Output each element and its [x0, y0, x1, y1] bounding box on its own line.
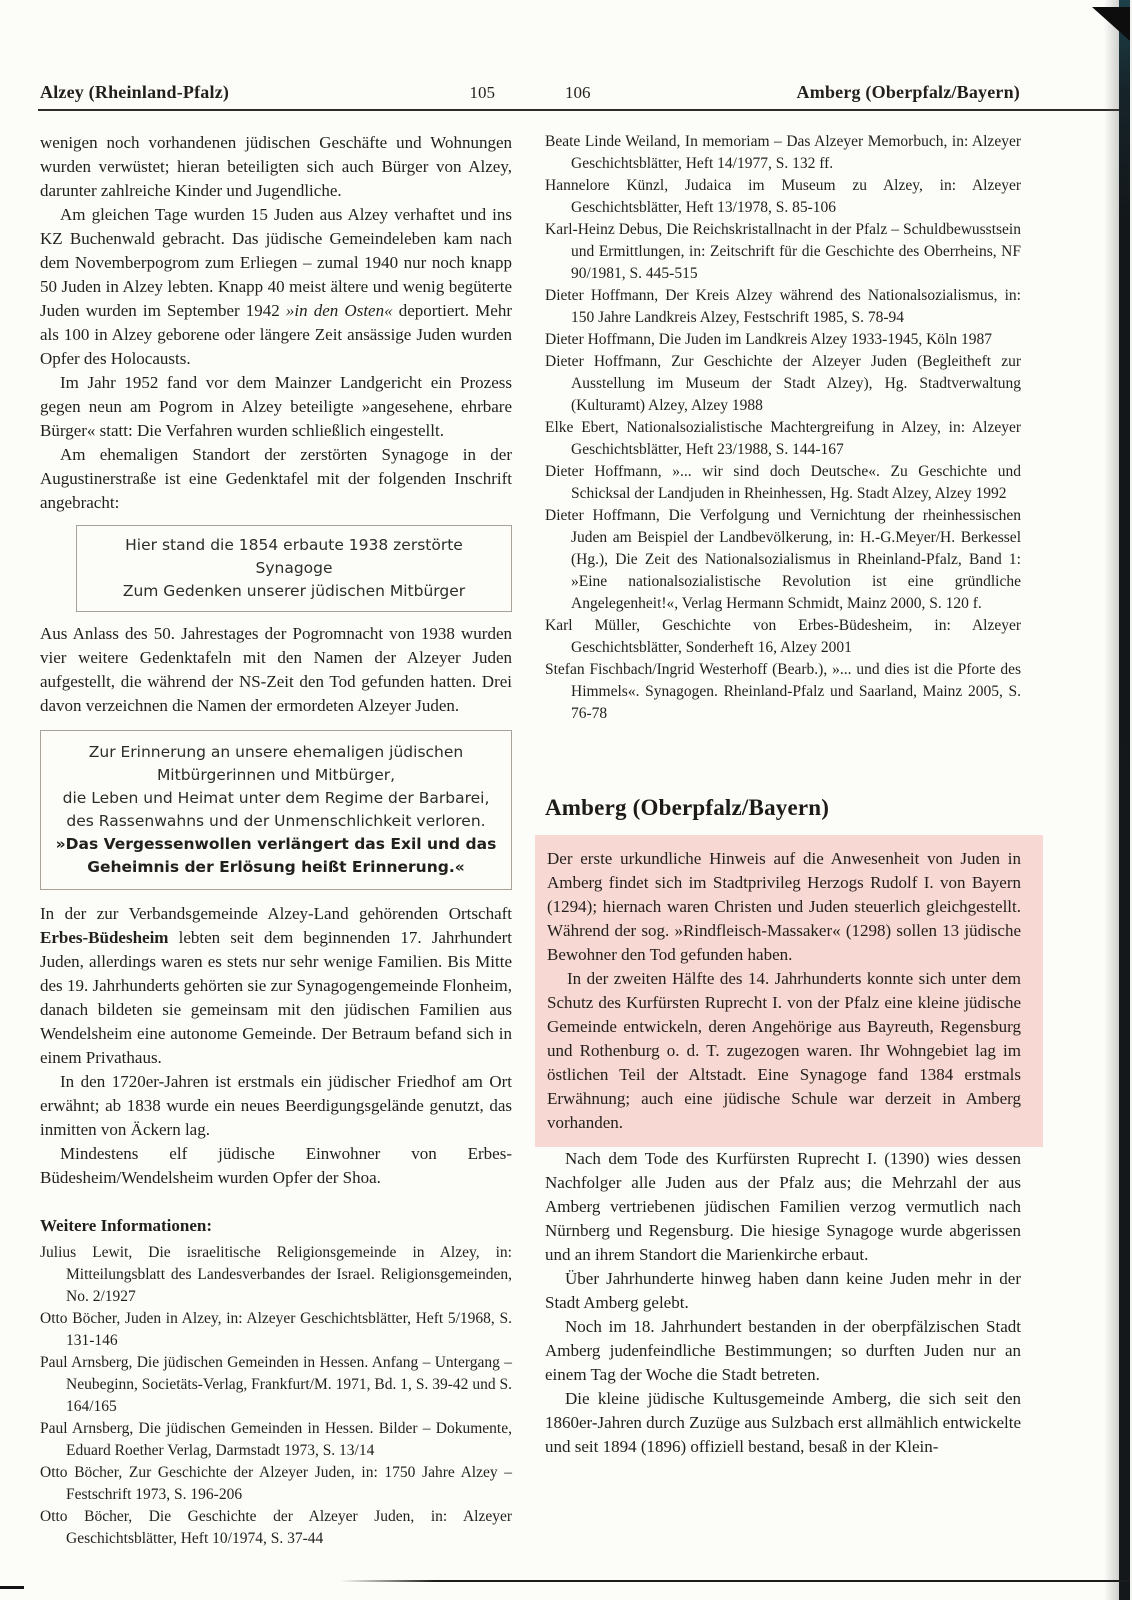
memorial-plaque-inscription-2 [40, 730, 512, 890]
left-column [40, 131, 512, 1550]
plaque-line: »Das Vergessenwollen verlängert das Exil und das Geheimnis der Erlösung heißt Erinnerung.« [55, 835, 497, 876]
reference-item: Julius Lewit, Die israelitische Religionsgemeinde in Alzey, in: Mitteilungsblatt des Landesverbandes der Israel. Religionsgemeinden, No. 2/1927 [40, 1244, 512, 1305]
plaque-line: die Leben und Heimat unter dem Regime der Barbarei, [62, 789, 490, 807]
alzey-body-text-2 [40, 622, 512, 718]
references-list-left [40, 1242, 512, 1550]
running-header-left [40, 82, 495, 103]
reference-item: Dieter Hoffmann, Die Juden im Landkreis Alzey 1933-1945, Köln 1987 [545, 331, 992, 348]
text-run: In der zur Verbandsgemeinde Alzey-Land gehörenden Ortschaft [40, 904, 512, 923]
amberg-body-text [545, 1147, 1021, 1459]
text-run: wenigen noch vorhandenen jüdischen Geschäfte und Wohnungen wurden verwüstet; hieran beteiligten sich auch Bürger von Alzey, darunter zahlreiche Kinder und Jugendliche. [40, 133, 512, 200]
text-run: Nach dem Tode des Kurfürsten Ruprecht I. (1390) wies dessen Nachfolger alle Juden aus der Pfalz aus; die Mehrzahl der aus Amberg vertriebenen jüdischen Familien verzog vermutlich nach Nürnberg und Regensburg. Die hiesige Synagoge wurde abgerissen und an ihrem Standort die Marienkirche erbaut. [545, 1149, 1021, 1264]
erbes-buedesheim-body-text [40, 902, 512, 1190]
page-number-105: 105 [469, 83, 495, 102]
plaque-line: Zum Gedenken unserer jüdischen Mitbürger [122, 582, 466, 600]
text-run: Aus Anlass des 50. Jahrestages der Pogromnacht von 1938 wurden vier weitere Gedenktafeln mit den Namen der Alzeyer Juden aufgestellt, die während der NS-Zeit den Tod gefunden hatten. Drei davon verzeichnen die Namen der ermordeten Alzeyer Juden. [40, 624, 512, 715]
header-rule [38, 109, 1124, 111]
references-list-right [545, 131, 1021, 725]
right-column [545, 131, 1021, 1459]
reference-item: Dieter Hoffmann, Der Kreis Alzey während des Nationalsozialismus, in: 150 Jahre Landkreis Alzey, Festschrift 1985, S. 78-94 [545, 287, 1021, 326]
text-run: Am gleichen Tage wurden 15 Juden aus Alzey verhaftet und ins KZ Buchenwald gebracht. Das jüdische Gemeindeleben kam nach dem Novemberpogrom zum Erliegen – zumal 1940 nur noch knapp 50 Juden in Alzey lebten. Knapp 40 meist ältere und wenig begüterte Juden wurden im September 1942 [40, 205, 512, 320]
reference-item: Paul Arnsberg, Die jüdischen Gemeinden in Hessen. Anfang – Untergang – Neubeginn, Societäts-Verlag, Frankfurt/M. 1971, Bd. 1, S. 39-42 und S. 164/165 [40, 1354, 512, 1415]
text-run: »in den Osten« [285, 301, 393, 320]
highlighted-passage [535, 835, 1043, 1147]
reference-item: Paul Arnsberg, Die jüdischen Gemeinden in Hessen. Bilder – Dokumente, Eduard Roether Verlag, Darmstadt 1973, S. 13/14 [40, 1420, 512, 1459]
paragraph [545, 1387, 1021, 1459]
scan-bottom-shadow-stub [0, 1586, 24, 1589]
paragraph [545, 1147, 1021, 1267]
text-run: Erbes-Büdesheim [40, 928, 169, 947]
section-heading-amberg: Amberg (Oberpfalz/Bayern) [545, 795, 830, 820]
text-run: Über Jahrhunderte hinweg haben dann keine Juden mehr in der Stadt Amberg gelebt. [545, 1269, 1021, 1312]
paragraph [547, 967, 1021, 1135]
plaque-line: Hier stand die 1854 erbaute 1938 zerstörte Synagoge [125, 536, 463, 577]
paragraph [40, 1142, 512, 1190]
paragraph [40, 443, 512, 515]
text-run: In den 1720er-Jahren ist erstmals ein jüdischer Friedhof am Ort erwähnt; ab 1838 wurde ein neues Beerdigungsgelände genutzt, das inmitten von Äckern lag. [40, 1072, 512, 1139]
paragraph [40, 902, 512, 1070]
scan-shadow-right-edge [1104, 0, 1119, 1600]
text-run: In der zweiten Hälfte des 14. Jahrhunderts konnte sich unter dem Schutz des Kurfürsten Ruprecht I. von der Pfalz eine kleine jüdische Gemeinde entwickeln, deren Angehörige aus Bayreuth, Regensburg und Rothenburg o. d. T. zugezogen waren. Ihr Wohngebiet lag im östlichen Teil der Altstadt. Eine Synagoge fand 1384 erstmals Erwähnung; auch eine jüdische Schule war derzeit in Amberg vorhanden. [547, 969, 1021, 1132]
alzey-body-text-1 [40, 131, 512, 515]
text-run: Mindestens elf jüdische Einwohner von Erbes-Büdesheim/Wendelsheim wurden Opfer der Shoa. [40, 1144, 512, 1187]
paragraph [40, 1070, 512, 1142]
paragraph [40, 203, 512, 371]
reference-item: Karl-Heinz Debus, Die Reichskristallnacht in der Pfalz – Schuldbewusstsein und Ermittlungen, in: Zeitschrift für die Geschichte des Oberrheins, NF 90/1981, S. 445-515 [545, 221, 1021, 282]
scan-bottom-shadow-line [340, 1580, 1130, 1582]
reference-item: Dieter Hoffmann, Zur Geschichte der Alzeyer Juden (Begleitheft zur Ausstellung im Museum der Stadt Alzey), Hg. Stadtverwaltung (Kulturamt) Alzey, Alzey 1988 [545, 353, 1021, 414]
reference-item: Beate Linde Weiland, In memoriam – Das Alzeyer Memorbuch, in: Alzeyer Geschichtsblätter, Heft 14/1977, S. 132 ff. [545, 133, 1021, 172]
reference-item: Dieter Hoffmann, Die Verfolgung und Vernichtung der rheinhessischen Juden am Beispiel der Landbevölkerung, in: H.-G.Meyer/H. Berkessel (Hg.), Die Zeit des Nationalsozialismus in Rheinland-Pfalz, Band 1: »Eine nationalsozialistische Revolution ist eine gründliche Angelegenheit!«, Verlag Hermann Schmidt, Mainz 2000, S. 120 f. [545, 507, 1021, 612]
running-header-right [565, 82, 1020, 103]
reference-item: Hannelore Künzl, Judaica im Museum zu Alzey, in: Alzeyer Geschichtsblätter, Heft 13/1978, S. 85-106 [545, 177, 1021, 216]
more-information-heading: Weitere Informationen: [40, 1216, 213, 1235]
text-run: Der erste urkundliche Hinweis auf die Anwesenheit von Juden in Amberg findet sich im Stadtprivileg Herzogs Rudolf I. von Bayern (1294); hiernach waren Christen und Juden steuerlich gleichgestellt. Während der sog. »Rindfleisch-Massaker« (1298) sollen 13 jüdische Bewohner den Tod gefunden haben. [547, 849, 1021, 964]
text-run: lebten seit dem beginnenden 17. Jahrhundert Juden, allerdings waren es stets nur sehr wenige Familien. Bis Mitte des 19. Jahrhunderts gehörten sie zur Synagogengemeinde Flonheim, danach bildeten sie gemeinsam mit den jüdischen Familien aus Wendelsheim eine autonome Gemeinde. Der Betraum befand sich in einem Privathaus. [40, 928, 512, 1067]
reference-item: Karl Müller, Geschichte von Erbes-Büdesheim, in: Alzeyer Geschichtsblätter, Sonderheft 16, Alzey 2001 [545, 617, 1021, 656]
paragraph [40, 622, 512, 718]
paragraph [545, 1267, 1021, 1315]
plaque-line: Zur Erinnerung an unsere ehemaligen jüdischen Mitbürgerinnen und Mitbürger, [88, 743, 464, 784]
text-run: Am ehemaligen Standort der zerstörten Synagoge in der Augustinerstraße ist eine Gedenktafel mit der folgenden Inschrift angebracht: [40, 445, 512, 512]
paragraph [40, 371, 512, 443]
paragraph [545, 1315, 1021, 1387]
reference-item: Otto Böcher, Zur Geschichte der Alzeyer Juden, in: 1750 Jahre Alzey – Festschrift 1973, S. 196-206 [40, 1464, 512, 1503]
reference-item: Stefan Fischbach/Ingrid Westerhoff (Bearb.), »... und dies ist die Pforte des Himmels«. Synagogen. Rheinland-Pfalz und Saarland, Mainz 2005, S. 76-78 [545, 661, 1021, 722]
paragraph [547, 847, 1021, 967]
memorial-plaque-inscription-1 [76, 525, 512, 612]
page-number-106: 106 [565, 83, 591, 102]
reference-item: Otto Böcher, Die Geschichte der Alzeyer Juden, in: Alzeyer Geschichtsblätter, Heft 10/1974, S. 37-44 [40, 1508, 512, 1547]
reference-item: Dieter Hoffmann, »... wir sind doch Deutsche«. Zu Geschichte und Schicksal der Landjuden in Rheinhessen, Hg. Stadt Alzey, Alzey 1992 [545, 463, 1021, 502]
reference-item: Otto Böcher, Juden in Alzey, in: Alzeyer Geschichtsblätter, Heft 5/1968, S. 131-146 [40, 1310, 512, 1349]
plaque-line: des Rassenwahns und der Unmenschlichkeit verloren. [66, 812, 486, 830]
text-run: Im Jahr 1952 fand vor dem Mainzer Landgericht ein Prozess gegen neun am Pogrom in Alzey beteiligte »angesehene, ehrbare Bürger« statt: Die Verfahren wurden schließlich eingestellt. [40, 373, 512, 440]
text-run: Noch im 18. Jahrhundert bestanden in der oberpfälzischen Stadt Amberg judenfeindliche Bestimmungen; so durften Juden nur an einem Tag der Woche die Stadt betreten. [545, 1317, 1021, 1384]
paragraph [40, 131, 512, 203]
text-run: deportiert. Mehr als 100 in Alzey geborene oder längere Zeit ansässige Juden wurden Opfer des Holocausts. [40, 301, 512, 368]
reference-item: Elke Ebert, Nationalsozialistische Machtergreifung in Alzey, in: Alzeyer Geschichtsblätter, Heft 23/1988, S. 144-167 [545, 419, 1021, 458]
running-header-left-title: Alzey (Rheinland-Pfalz) [40, 82, 230, 102]
text-run: Die kleine jüdische Kultusgemeinde Amberg, die sich seit den 1860er-Jahren durch Zuzüge aus Sulzbach erst allmählich entwickelte und seit 1894 (1896) offiziell bestand, besaß in der Klein- [545, 1389, 1021, 1456]
running-header-right-title: Amberg (Oberpfalz/Bayern) [796, 82, 1020, 102]
scan-dark-edge-band [1119, 0, 1130, 1600]
